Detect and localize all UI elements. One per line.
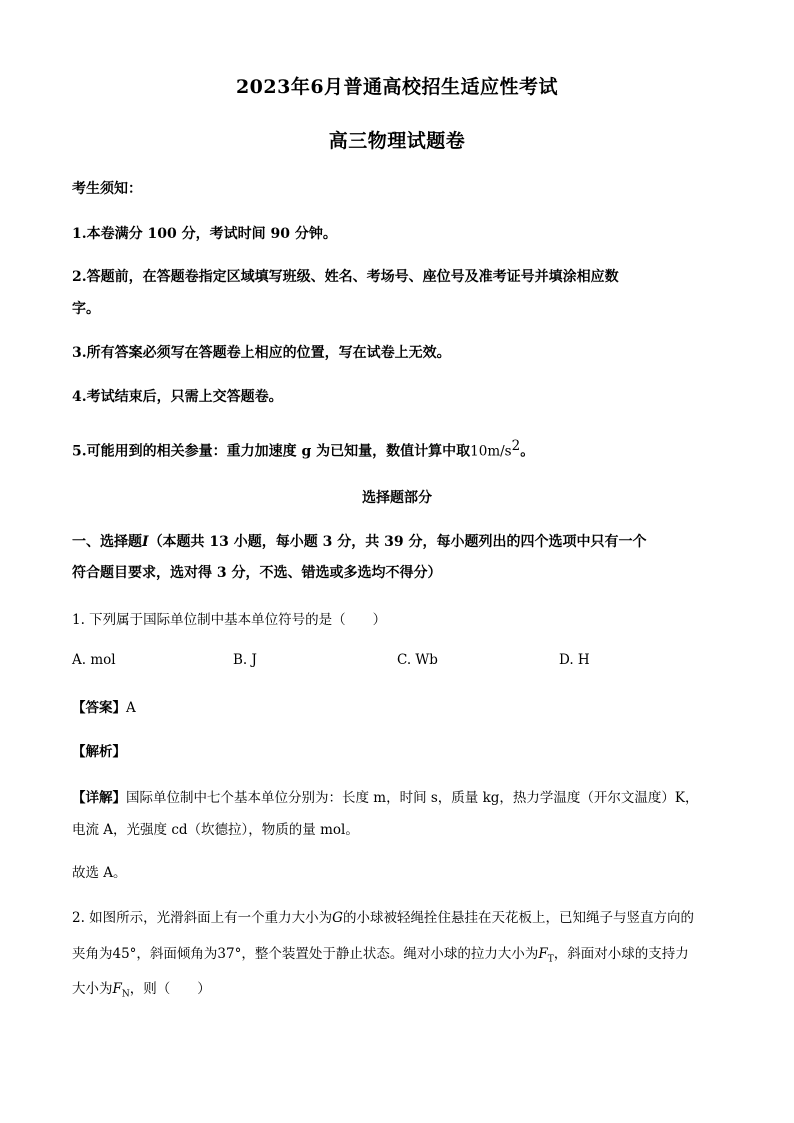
answer-tag: 【答案】: [72, 700, 126, 716]
section-title: 选择题部分: [362, 490, 432, 506]
q2-symbol-g: G: [332, 910, 343, 926]
q2-text-b: 的小球被轻绳拴住悬挂在天花板上，已知绳子与竖直方向的: [342, 910, 694, 926]
q2-line-3: [72, 977, 722, 1000]
notice-heading: 考生须知：: [72, 181, 142, 197]
notice-item-3: 3.所有答案必须写在答题卷上相应的位置，写在试卷上无效。: [72, 345, 451, 361]
notice-item-5-end: 。: [520, 443, 535, 460]
part1-rules: （本题共 13 小题，每小题 3 分，共 39 分，每小题列出的四个选项中只有一个: [148, 534, 647, 550]
q1-analysis-tag: [72, 740, 722, 760]
q2-text-e: 大小为: [72, 981, 113, 997]
detail-text: 国际单位制中七个基本单位分别为：长度 m，时间 s，质量 kg，热力学温度（开尔文温度）K，: [126, 790, 699, 806]
exam-title: 2023年6月普通高校招生适应性考试: [235, 76, 559, 98]
notice-item-2-line-1: 2.答题前，在答题卷指定区域填写班级、姓名、考场号、座位号及准考证号并填涂相应数: [72, 269, 619, 285]
notice-item-4: 4.考试结束后，只需上交答题卷。: [72, 389, 283, 405]
answer-value: A: [126, 700, 136, 716]
part1-instructions-line-1: [72, 531, 722, 551]
q2-sub-n: N: [121, 989, 130, 1000]
q1-detail-line-1: [72, 786, 722, 806]
part1-roman: I: [142, 534, 149, 550]
notice-item-5-text: 5.可能用到的相关参量：重力加速度 g 为已知量，数值计算中取: [72, 443, 471, 460]
q1-option-c: C. Wb: [397, 652, 438, 668]
detail-tag: 【详解】: [72, 790, 126, 806]
part1-instructions-line-2: 符合题目要求，选对得 3 分，不选、错选或多选均不得分）: [72, 565, 442, 581]
q2-line-1: [72, 906, 722, 926]
q1-option-a: A. mol: [72, 652, 116, 668]
q1-option-d: D. H: [559, 652, 590, 668]
exam-subtitle: 高三物理试题卷: [328, 130, 466, 152]
q1-stem: 1. 下列属于国际单位制中基本单位符号的是（ ）: [72, 612, 387, 628]
gravity-value: 10m/s: [470, 443, 512, 460]
q2-text-d: ，斜面对小球的支持力: [553, 946, 689, 962]
q1-conclusion: 故选 A。: [72, 865, 127, 881]
part1-label: 一、选择题: [72, 534, 142, 550]
analysis-tag: 【解析】: [72, 744, 126, 760]
gravity-exponent: 2: [511, 438, 521, 454]
q2-text-a: 2. 如图所示，光滑斜面上有一个重力大小为: [72, 910, 333, 926]
notice-item-1: 1.本卷满分 100 分，考试时间 90 分钟。: [72, 226, 337, 242]
q2-sub-t: T: [547, 954, 554, 965]
q2-line-2: [72, 942, 722, 965]
q2-symbol-fn: F: [112, 981, 122, 997]
q2-text-f: ，则（ ）: [129, 981, 211, 997]
q2-text-c: 夹角为45°，斜面倾角为37°，整个装置处于静止状态。绳对小球的拉力大小为: [72, 946, 539, 962]
q1-detail-line-2: 电流 A，光强度 cd（坎德拉），物质的量 mol。: [72, 822, 359, 838]
q2-symbol-ft: F: [538, 946, 548, 962]
q1-answer: [72, 696, 722, 716]
notice-item-2-line-2: 字。: [72, 301, 100, 317]
notice-item-5: [72, 438, 722, 461]
q1-option-b: B. J: [233, 652, 257, 668]
